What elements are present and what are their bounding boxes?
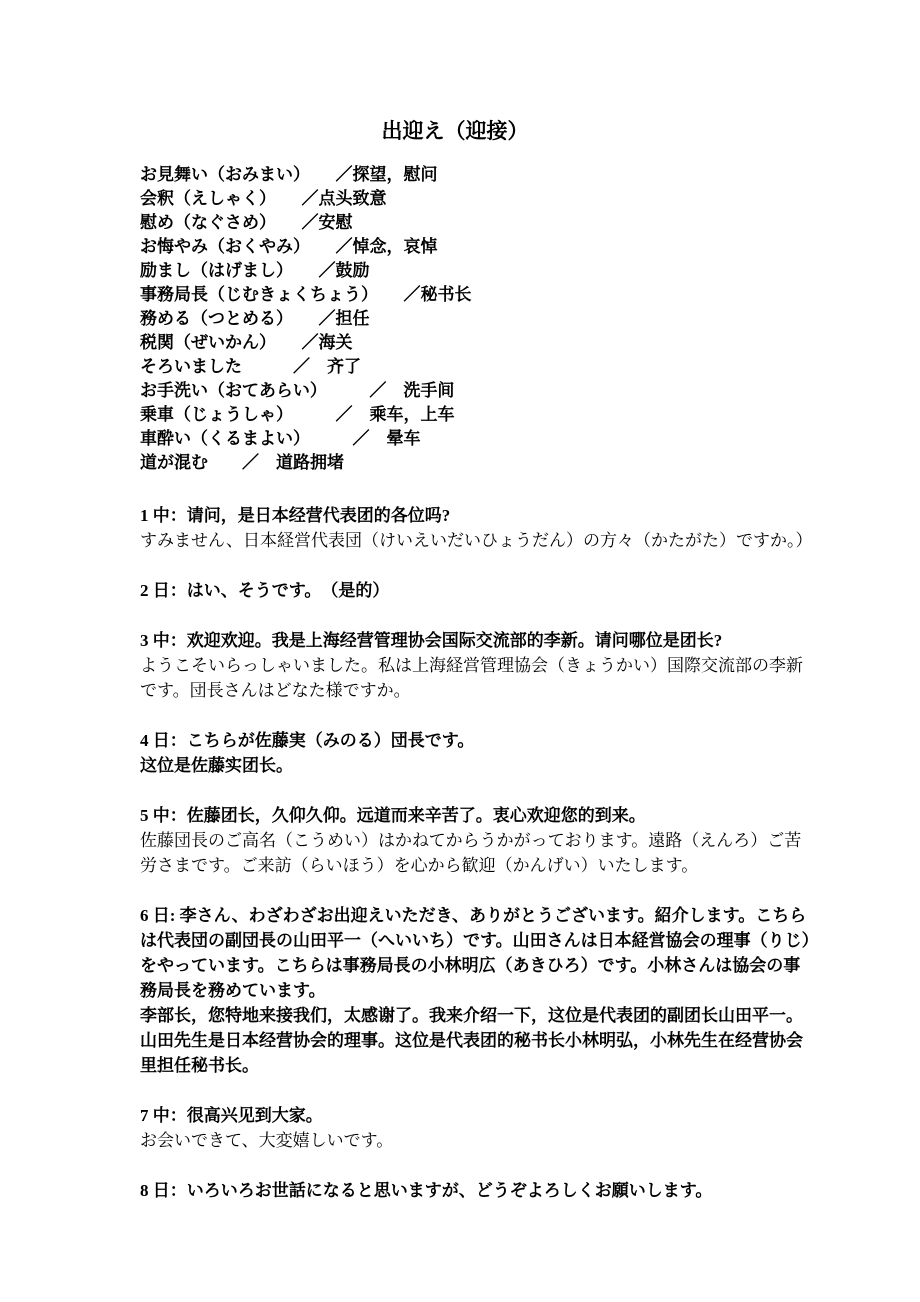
dialogue-line-japanese: 6 日: 李さん、わざわざお出迎えいただき、ありがとうございます。紹介します。こちら bbox=[140, 906, 807, 925]
dialogue-line-chinese: 1 中：请问，是日本经营代表团的各位吗? bbox=[140, 506, 451, 525]
dialogue-line-japanese: 8 日：いろいろお世話になると思いますが、どうぞよろしくお願いします。 bbox=[140, 1181, 713, 1200]
dialogue-line-japanese: をやっています。こちらは事務局長の小林明広（あきひろ）です。小林さんは協会の事 bbox=[140, 956, 801, 975]
dialogue-item-6 bbox=[140, 903, 820, 1078]
dialogue-line-chinese: 这位是佐藤实团长。 bbox=[140, 756, 293, 775]
vocab-item: 務める（つとめる） ／担任 bbox=[140, 309, 370, 328]
vocab-item: そろいました ／ 齐了 bbox=[140, 357, 361, 376]
dialogue-item-7 bbox=[140, 1103, 820, 1153]
vocabulary-list bbox=[140, 163, 820, 475]
dialogue-line-chinese: 5 中：佐藤团长，久仰久仰。远道而来辛苦了。衷心欢迎您的到来。 bbox=[140, 806, 646, 825]
vocab-item: 乗車（じょうしゃ） ／ 乘车，上车 bbox=[140, 405, 455, 424]
dialogue-line-chinese: 山田先生是日本经营协会的理事。这位是代表团的秘书长小林明弘，小林先生在经营协会 bbox=[140, 1031, 803, 1050]
dialogue-item-8 bbox=[140, 1178, 820, 1203]
dialogue-line-japanese: は代表団の副団長の山田平一（へいいち）です。山田さんは日本経営協会の理事（りじ） bbox=[140, 931, 819, 950]
vocab-item: 車酔い（くるまよい） ／ 晕车 bbox=[140, 429, 421, 448]
page-title: 出迎え（迎接） bbox=[381, 119, 529, 143]
vocab-item: お手洗い（おてあらい） ／ 洗手间 bbox=[140, 381, 455, 400]
vocab-item: 事務局長（じむきょくちょう） ／秘书长 bbox=[140, 285, 472, 304]
dialogue-item-5 bbox=[140, 803, 820, 878]
vocab-item: 会釈（えしゃく） ／点头致意 bbox=[140, 189, 387, 208]
vocab-item: お見舞い（おみまい） ／探望，慰问 bbox=[140, 165, 438, 184]
dialogue-item-3 bbox=[140, 628, 820, 703]
dialogue-item-2 bbox=[140, 578, 820, 603]
dialogue-line-japanese: ようこそいらっしゃいました。私は上海経営管理協会（きょうかい）国際交流部の李新 bbox=[140, 656, 803, 675]
vocab-item: お悔やみ（おくやみ） ／悼念，哀悼 bbox=[140, 237, 438, 256]
dialogue-line-japanese: 務局長を務めています。 bbox=[140, 981, 326, 1000]
dialogue-item-4 bbox=[140, 728, 820, 778]
dialogue-line-chinese: 里担任秘书长。 bbox=[140, 1056, 259, 1075]
dialogue-line-japanese: 労さまです。ご来訪（らいほう）を心から歓迎（かんげい）いたします。 bbox=[140, 856, 699, 875]
dialogue-line-chinese: 李部长，您特地来接我们，太感谢了。我来介绍一下，这位是代表团的副团长山田平一。 bbox=[140, 1006, 803, 1025]
dialogue-item-1 bbox=[140, 503, 820, 553]
dialogue-line-japanese: です。団長さんはどなた様ですか。 bbox=[140, 681, 411, 700]
dialogue-line-japanese: お会いできて、大変嬉しいです。 bbox=[140, 1131, 394, 1150]
vocab-item: 慰め（なぐさめ） ／安慰 bbox=[140, 213, 353, 232]
dialogue-line-japanese: すみません、日本経営代表団（けいえいだいひょうだん）の方々（かたがた）ですか。） bbox=[140, 531, 813, 550]
dialogue-line-chinese: 7 中：很高兴见到大家。 bbox=[140, 1106, 323, 1125]
vocab-item: 税関（ぜいかん） ／海关 bbox=[140, 333, 353, 352]
vocab-item: 励まし（はげまし） ／鼓励 bbox=[140, 261, 370, 280]
dialogue-line-japanese: 2 日：はい、そうです。 （是的） bbox=[140, 581, 390, 600]
dialogue-line-japanese: 佐藤団長のご高名（こうめい）はかねてからうかがっております。遠路（えんろ）ご苦 bbox=[140, 831, 802, 850]
dialogue-line-chinese: 3 中：欢迎欢迎。我是上海经营管理协会国际交流部的李新。请问哪位是团长? bbox=[140, 631, 723, 650]
vocab-item: 道が混む ／ 道路拥堵 bbox=[140, 453, 344, 472]
dialogue-line-japanese: 4 日：こちらが佐藤実（みのる）団長です。 bbox=[140, 731, 475, 750]
dialogue-section bbox=[140, 503, 820, 1203]
